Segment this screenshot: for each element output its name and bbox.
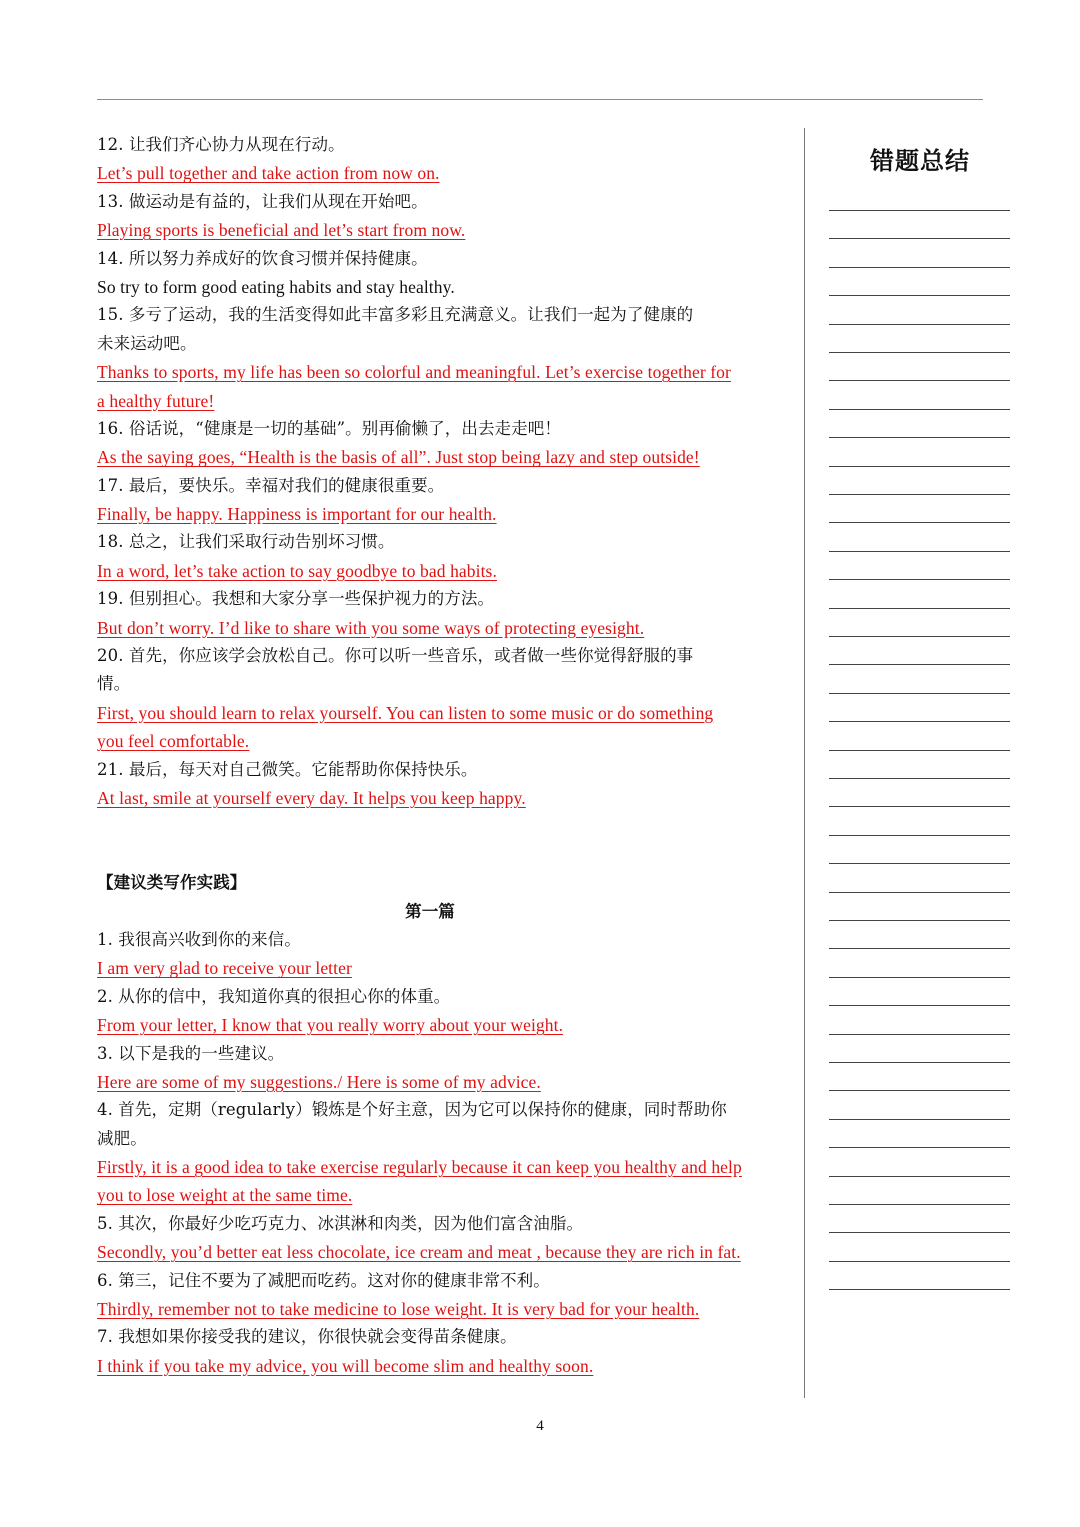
en-answer-20: First, you should learn to relax yourself. You can listen to some music or do something bbox=[97, 702, 714, 723]
en-advice-5: Secondly, you’d better eat less chocolate, ice cream and meat , because they are rich in fat. bbox=[97, 1242, 741, 1263]
blank-answer-line bbox=[829, 238, 1010, 239]
cn-sentence-12: 12. 让我们齐心协力从现在行动。 bbox=[97, 135, 345, 154]
cn-advice-3: 3. 以下是我的一些建议。 bbox=[97, 1043, 285, 1063]
blank-answer-line bbox=[829, 892, 1010, 893]
header-rule bbox=[97, 99, 983, 100]
blank-answer-line bbox=[829, 636, 1010, 637]
en-answer-21: At last, smile at yourself every day. It helps you keep happy. bbox=[97, 787, 526, 808]
en-answer-15: Thanks to sports, my life has been so colorful and meaningful. Let’s exercise together for bbox=[97, 362, 731, 383]
blank-answer-line bbox=[829, 1261, 1010, 1262]
blank-answer-line bbox=[829, 409, 1010, 410]
cn-sentence-20: 20. 首先，你应该学会放松自己。你可以听一些音乐，或者做一些你觉得舒服的事 bbox=[97, 646, 694, 666]
blank-answer-line bbox=[829, 835, 1010, 836]
blank-answer-line bbox=[829, 1147, 1010, 1148]
blank-answer-line bbox=[829, 721, 1010, 722]
blank-answer-line bbox=[829, 267, 1010, 268]
blank-answer-line bbox=[829, 522, 1010, 523]
cn-sentence-20-cont: 情。 bbox=[97, 674, 131, 694]
section-title: 【建议类写作实践】 bbox=[97, 873, 247, 893]
blank-answer-line bbox=[829, 778, 1010, 779]
blank-answer-line bbox=[829, 551, 1010, 552]
blank-answer-line bbox=[829, 1119, 1010, 1120]
blank-answer-line bbox=[829, 466, 1010, 467]
en-answer-17: Finally, be happy. Happiness is important for our health. bbox=[97, 504, 497, 525]
blank-answer-line bbox=[829, 380, 1010, 381]
cn-sentence-16: 16. 俗话说，“健康是一切的基础”。别再偷懒了，出去走走吧！ bbox=[97, 418, 561, 438]
en-answer-16: As the saying goes, “Health is the basis of all”. Just stop being lazy and step outside! bbox=[97, 447, 700, 468]
blank-answer-line bbox=[829, 1176, 1010, 1177]
blank-answer-line bbox=[829, 977, 1010, 978]
blank-answer-line bbox=[829, 750, 1010, 751]
blank-answer-line bbox=[829, 664, 1010, 665]
blank-answer-line bbox=[829, 1204, 1010, 1205]
en-advice-4: Firstly, it is a good idea to take exercise regularly because it can keep you healthy and help bbox=[97, 1157, 742, 1178]
cn-sentence-21: 21. 最后，每天对自己微笑。它能帮助你保持快乐。 bbox=[97, 759, 478, 779]
en-answer-13: Playing sports is beneficial and let’s start from now. bbox=[97, 220, 466, 241]
cn-advice-4-cont: 减肥。 bbox=[97, 1128, 147, 1148]
blank-answer-line bbox=[829, 1090, 1010, 1091]
blank-answer-line bbox=[829, 863, 1010, 864]
cn-advice-1: 1. 我很高兴收到你的来信。 bbox=[97, 929, 301, 949]
blank-answer-line bbox=[829, 1062, 1010, 1063]
blank-answer-line bbox=[829, 1232, 1010, 1233]
en-answer-15-cont: a healthy future! bbox=[97, 390, 215, 411]
cn-sentence-15: 15. 多亏了运动，我的生活变得如此丰富多彩且充满意义。让我们一起为了健康的 bbox=[97, 305, 694, 325]
cn-advice-2: 2. 从你的信中，我知道你真的很担心你的体重。 bbox=[97, 986, 451, 1006]
page-number: 4 bbox=[536, 1418, 544, 1434]
cn-advice-7: 7. 我想如果你接受我的建议，你很快就会变得苗条健康。 bbox=[97, 1327, 517, 1347]
blank-answer-line bbox=[829, 948, 1010, 949]
en-advice-7: I think if you take my advice, you will become slim and healthy soon. bbox=[97, 1355, 594, 1376]
cn-advice-5: 5. 其次，你最好少吃巧克力、冰淇淋和肉类，因为他们富含油脂。 bbox=[97, 1213, 584, 1233]
cn-sentence-19: 19. 但别担心。我想和大家分享一些保护视力的方法。 bbox=[97, 589, 495, 609]
blank-answer-line bbox=[829, 437, 1010, 438]
blank-answer-line bbox=[829, 579, 1010, 580]
cn-advice-6: 6. 第三，记住不要为了减肥而吃药。这对你的健康非常不利。 bbox=[97, 1270, 550, 1290]
blank-answer-line bbox=[829, 806, 1010, 807]
en-advice-3: Here are some of my suggestions./ Here is some of my advice. bbox=[97, 1071, 541, 1092]
blank-answer-line bbox=[829, 210, 1010, 211]
cn-sentence-17: 17. 最后，要快乐。幸福对我们的健康很重要。 bbox=[97, 475, 445, 495]
en-advice-6: Thirdly, remember not to take medicine to lose weight. It is very bad for your health. bbox=[97, 1299, 700, 1320]
blank-answer-line bbox=[829, 693, 1010, 694]
en-answer-20-cont: you feel comfortable. bbox=[97, 731, 250, 752]
en-plain-14: So try to form good eating habits and stay healthy. bbox=[97, 276, 455, 297]
en-answer-18: In a word, let’s take action to say goodbye to bad habits. bbox=[97, 560, 497, 581]
section-gap bbox=[97, 812, 803, 869]
mistake-summary-title: 错题总结 bbox=[870, 147, 970, 175]
en-advice-1: I am very glad to receive your letter bbox=[97, 958, 352, 979]
passage-title: 第一篇 bbox=[405, 901, 455, 921]
en-advice-2: From your letter, I know that you really worry about your weight. bbox=[97, 1015, 564, 1036]
blank-answer-line bbox=[829, 1034, 1010, 1035]
blank-answer-line bbox=[829, 494, 1010, 495]
cn-sentence-18: 18. 总之，让我们采取行动告别坏习惯。 bbox=[97, 532, 395, 552]
cn-advice-4: 4. 首先，定期（regularly）锻炼是个好主意，因为它可以保持你的健康，同时帮助你 bbox=[97, 1100, 727, 1120]
blank-answer-line bbox=[829, 1289, 1010, 1290]
main-content bbox=[97, 131, 803, 1380]
en-advice-4-cont: you to lose weight at the same time. bbox=[97, 1185, 353, 1206]
blank-answer-line bbox=[829, 608, 1010, 609]
cn-sentence-15-cont: 未来运动吧。 bbox=[97, 333, 197, 353]
cn-sentence-14: 14. 所以努力养成好的饮食习惯并保持健康。 bbox=[97, 248, 428, 268]
blank-answer-line bbox=[829, 352, 1010, 353]
blank-answer-line bbox=[829, 920, 1010, 921]
en-answer-12: Let’s pull together and take action from now on. bbox=[97, 163, 440, 184]
blank-answer-line bbox=[829, 1005, 1010, 1006]
column-divider bbox=[804, 128, 805, 1398]
en-answer-19: But don’t worry. I’d like to share with you some ways of protecting eyesight. bbox=[97, 617, 645, 638]
cn-sentence-13: 13. 做运动是有益的，让我们从现在开始吧。 bbox=[97, 191, 428, 211]
blank-answer-line bbox=[829, 295, 1010, 296]
blank-answer-line bbox=[829, 324, 1010, 325]
